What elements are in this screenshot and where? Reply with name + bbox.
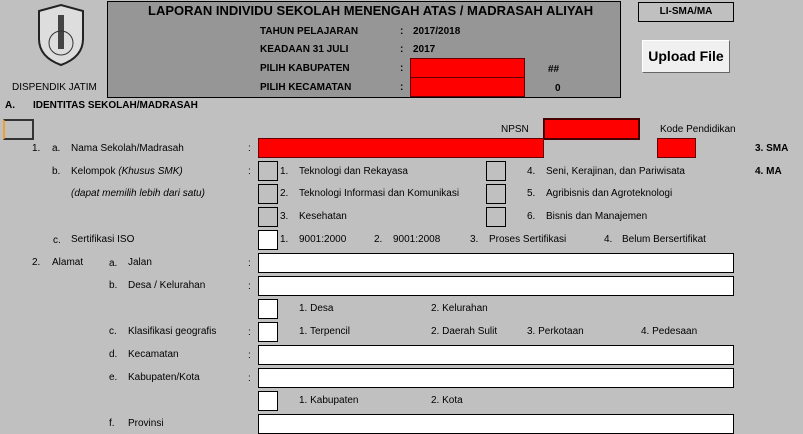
kabupaten-code: ## <box>548 64 560 75</box>
kode-input[interactable] <box>657 138 696 158</box>
sub-num: e. <box>109 372 118 383</box>
iso-option: 9001:2008 <box>393 234 441 245</box>
colon: : <box>248 258 251 269</box>
iso-num: 2. <box>374 234 383 245</box>
colon: : <box>400 82 404 93</box>
desa-option: 2. Kelurahan <box>431 303 488 314</box>
iso-option: 9001:2000 <box>299 234 347 245</box>
iso-num: 3. <box>470 234 479 245</box>
kode-option: 3. SMA <box>755 143 789 154</box>
item-num: 1. <box>32 143 41 154</box>
group-5-checkbox[interactable] <box>486 184 506 204</box>
jatim-logo-icon <box>33 3 89 67</box>
upload-file-button[interactable]: Upload File <box>642 40 730 73</box>
kecamatan-input[interactable] <box>258 345 734 365</box>
kabupaten-input[interactable] <box>258 368 734 388</box>
colon: : <box>248 350 251 361</box>
iso-num: 4. <box>604 234 613 245</box>
iso-option: Proses Sertifikasi <box>489 234 567 245</box>
group-label: Teknologi Informasi dan Komunikasi <box>299 188 460 199</box>
kode-option: 4. MA <box>755 166 782 177</box>
label-kecamatan: PILIH KECAMATAN <box>260 82 352 93</box>
group-4-checkbox[interactable] <box>486 161 506 181</box>
provinsi-input[interactable] <box>258 414 734 434</box>
kabupaten-select[interactable] <box>410 58 525 78</box>
group-label: Seni, Kerajinan, dan Pariwisata <box>546 166 685 177</box>
kab-type-input[interactable] <box>258 391 278 411</box>
npsn-label: NPSN <box>501 124 529 135</box>
sub-num: b. <box>109 280 118 291</box>
group-label: Teknologi dan Rekayasa <box>299 166 408 177</box>
group-3-checkbox[interactable] <box>258 207 278 227</box>
colon: : <box>248 281 251 292</box>
section-num: A. <box>5 100 15 111</box>
selected-cell[interactable] <box>3 119 34 140</box>
keadaan-value: 2017 <box>413 44 436 55</box>
colon: : <box>248 327 251 338</box>
klasifikasi-label: Klasifikasi geografis <box>128 326 217 337</box>
group-num: 5. <box>527 188 536 199</box>
group-label: Bisnis dan Manajemen <box>546 211 648 222</box>
klas-option: 3. Perkotaan <box>527 326 584 337</box>
provinsi-label: Provinsi <box>128 418 164 429</box>
sub-num: d. <box>109 349 118 360</box>
klasifikasi-input[interactable] <box>258 322 278 342</box>
kecamatan-code: 0 <box>555 83 561 94</box>
group-label: Agribisnis dan Agroteknologi <box>546 188 673 199</box>
colon: : <box>400 44 404 55</box>
org-name: DISPENDIK JATIM <box>12 82 97 93</box>
label-keadaan: KEADAAN 31 JULI <box>260 44 349 55</box>
page-title: LAPORAN INDIVIDU SEKOLAH MENENGAH ATAS / MADRASAH ALIYAH <box>148 3 594 18</box>
desa-option: 1. Desa <box>299 303 334 314</box>
npsn-input[interactable] <box>543 118 640 140</box>
klas-option: 4. Pedesaan <box>641 326 698 337</box>
kab-option: 2. Kota <box>431 395 463 406</box>
sub-num: a. <box>52 143 61 154</box>
kecamatan-label: Kecamatan <box>128 349 179 360</box>
iso-num: 1. <box>280 234 289 245</box>
colon: : <box>248 166 251 177</box>
kelompok-hint: (dapat memilih lebih dari satu) <box>71 188 205 199</box>
colon: : <box>400 63 404 74</box>
group-label: Kesehatan <box>299 211 347 222</box>
klas-option: 2. Daerah Sulit <box>431 326 498 337</box>
desa-input[interactable] <box>258 276 734 296</box>
kabupaten-label: Kabupaten/Kota <box>128 372 200 383</box>
colon: : <box>248 143 251 154</box>
group-num: 4. <box>527 166 536 177</box>
group-num: 2. <box>280 188 289 199</box>
item-num: 2. <box>32 257 41 268</box>
label-tahun: TAHUN PELAJARAN <box>260 26 359 37</box>
sub-num: b. <box>52 166 61 177</box>
kecamatan-select[interactable] <box>410 77 525 97</box>
sub-num: f. <box>109 418 115 429</box>
nama-label: Nama Sekolah/Madrasah <box>71 143 184 154</box>
colon: : <box>248 373 251 384</box>
label-kabupaten: PILIH KABUPATEN <box>260 63 350 74</box>
iso-input[interactable] <box>258 230 278 250</box>
group-2-checkbox[interactable] <box>258 184 278 204</box>
jalan-input[interactable] <box>258 253 734 273</box>
form-code: LI-SMA/MA <box>638 2 734 22</box>
kab-option: 1. Kabupaten <box>299 395 359 406</box>
section-title: IDENTITAS SEKOLAH/MADRASAH <box>33 100 198 111</box>
sub-num: c. <box>53 235 61 246</box>
sub-num: c. <box>109 326 117 337</box>
nama-sekolah-input[interactable] <box>258 138 544 158</box>
kode-label: Kode Pendidikan <box>660 124 736 135</box>
group-1-checkbox[interactable] <box>258 161 278 181</box>
iso-option: Belum Bersertifikat <box>622 234 706 245</box>
alamat-label: Alamat <box>52 257 84 268</box>
kelompok-note: (Khusus SMK) <box>118 166 183 177</box>
kelompok-label: Kelompok <box>71 166 116 177</box>
tahun-value: 2017/2018 <box>413 26 461 37</box>
group-6-checkbox[interactable] <box>486 207 506 227</box>
desa-label: Desa / Kelurahan <box>128 280 206 291</box>
sub-num: a. <box>109 258 118 269</box>
iso-label: Sertifikasi ISO <box>71 234 135 245</box>
group-num: 1. <box>280 166 289 177</box>
desa-type-input[interactable] <box>258 299 278 319</box>
jalan-label: Jalan <box>128 257 152 268</box>
group-num: 3. <box>280 211 289 222</box>
group-num: 6. <box>527 211 536 222</box>
colon: : <box>400 26 404 37</box>
klas-option: 1. Terpencil <box>299 326 350 337</box>
